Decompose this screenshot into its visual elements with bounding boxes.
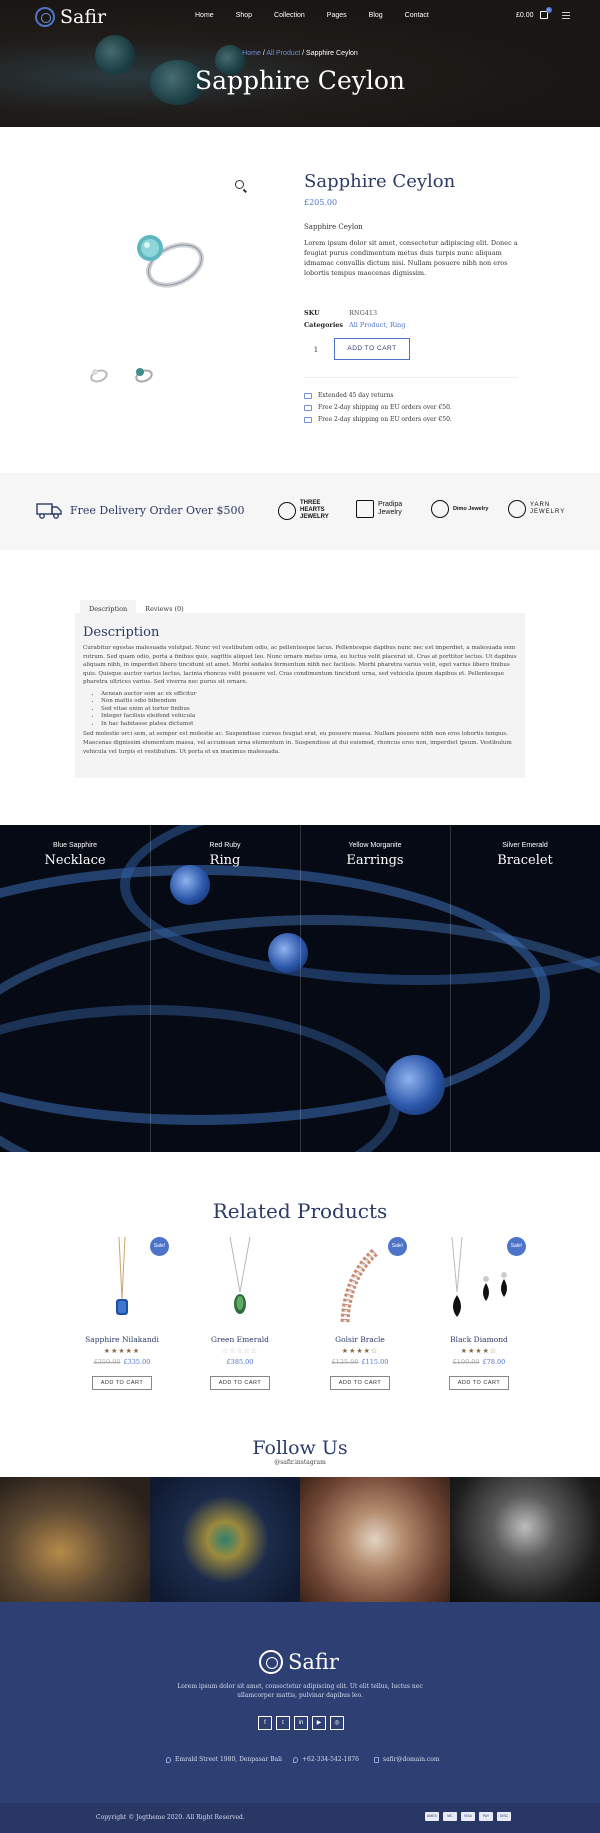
calendar-icon <box>304 405 312 411</box>
twitter-icon[interactable]: t <box>276 1716 290 1730</box>
nav-shop[interactable]: Shop <box>235 12 253 19</box>
site-logo[interactable] <box>35 6 106 28</box>
brand-logo-icon <box>356 500 374 518</box>
nav-collection[interactable]: Collection <box>274 12 305 19</box>
visa-icon: VISA <box>461 1812 475 1821</box>
list-item: • Integer facilisis eleifend vehicula <box>101 713 517 721</box>
related-title: Related Products <box>212 1199 388 1223</box>
add-to-cart-button[interactable]: ADD TO CART <box>449 1376 509 1390</box>
menu-icon[interactable] <box>562 12 570 19</box>
product-categories: Categories All Product, Ring <box>304 321 406 329</box>
sale-badge: Sale! <box>150 1237 169 1256</box>
product-card[interactable] <box>305 1237 415 1390</box>
footer-phone[interactable]: +62-334-542-1876 <box>293 1756 359 1763</box>
product-subtitle: Sapphire Ceylon <box>304 223 363 231</box>
instagram-icon[interactable]: ◎ <box>330 1716 344 1730</box>
brand-logo-icon <box>508 500 526 518</box>
mastercard-icon: MC <box>443 1812 457 1821</box>
main-nav <box>195 12 429 19</box>
product-price: £100.00 £78.00 <box>452 1358 506 1366</box>
rating-stars: ★★★★☆ <box>460 1347 498 1355</box>
footer-address: Emrald Street 1980, Denpasar Bali <box>166 1756 282 1763</box>
rating-stars: ★★★★☆ <box>341 1347 379 1355</box>
product-price: £205.00 <box>304 198 338 207</box>
crystal-bead <box>170 865 210 905</box>
product-name[interactable]: Black Diamond <box>450 1335 508 1344</box>
brand-dimo[interactable]: Dimo Jewelry <box>431 500 488 518</box>
tab-paragraph: Sed molestie orci sem, at semper est molestie ac. Suspendisse cursus feugiat erat, eu posuere massa. Nullam posuere nibh non eros lobortis tempus. Maecenas dignissim elementum massa, vel accumsan urna elementum in. Suspendisse at dui euismod, rhoncus eros non, imperdiet ipsum. Vestibulum vehicula vel turpis et vestibulum. Ut porta et ex maximus malesuada. <box>83 731 512 755</box>
tab-reviews[interactable]: Reviews (0) <box>145 605 184 613</box>
collection-ring[interactable]: Red Ruby Ring <box>209 842 241 868</box>
list-item: • Sed vitae enim at tortor finibus <box>101 706 517 714</box>
location-icon <box>166 1757 171 1763</box>
footer-description: Lorem ipsum dolor sit amet, consectetur adipiscing elit. Ut elit tellus, luctus nec ullamcorper mattis, pulvinar dapibus leo. <box>177 1683 423 1699</box>
social-links <box>258 1716 344 1730</box>
payment-methods <box>425 1812 511 1821</box>
tab-paragraph: Curabitur egestas malesuada volutpat. Nunc vel vestibulum odio, ac pellentesque lacus. Pellentesque dapibus nunc nec est imperdiet, a malesuada sem rutrum. Sed quam odio, porta a finibus quis, sagittis aliquet leo. Nunc ornare metus urna, eu luctus velit placerat ut. Cras at porttitor lectus. Ut dapibus aliquam nibh, in imperdiet libero tincidunt sit amet. Morbi sodales fermentum nibh nec facilisis. Morbi pharetra varius velit, eget varius libero finibus quis. Quisque auctor varius lectus, lacinia rhoncus velit posuere vel. Cras condimentum tincidunt urna, sed vehicula ipsum dapibus et. Pellentesque pharetra ultrices varius. Sed viverra nec purus sit ornare. <box>83 645 517 686</box>
product-name[interactable]: Golsir Bracle <box>335 1335 385 1344</box>
footer-bottom-bar <box>0 1803 600 1833</box>
product-thumbnail[interactable] <box>132 363 154 385</box>
nav-pages[interactable]: Pages <box>326 12 347 19</box>
applepay-icon: PAY <box>479 1812 493 1821</box>
collection-earrings[interactable]: Yellow Morganite Earrings <box>346 842 404 868</box>
tab-panel <box>75 613 525 778</box>
perk-shipping: Free 2-day shipping on EU orders over €50. <box>304 404 452 411</box>
mail-icon <box>374 1757 379 1763</box>
discover-icon: DISC <box>497 1812 511 1821</box>
nav-home[interactable]: Home <box>195 12 214 19</box>
instagram-photo[interactable] <box>0 1477 150 1602</box>
brands-strip <box>0 473 600 550</box>
sale-badge: Sale! <box>507 1237 526 1256</box>
youtube-icon[interactable]: ▶ <box>312 1716 326 1730</box>
logo-text: Safir <box>60 6 107 28</box>
logo-icon <box>35 7 55 27</box>
cart-widget[interactable] <box>516 7 570 19</box>
add-to-cart-button[interactable]: ADD TO CART <box>92 1376 152 1390</box>
add-to-cart-button[interactable]: ADD TO CART <box>210 1376 270 1390</box>
instagram-handle[interactable]: @safir.instagram <box>274 1459 326 1466</box>
breadcrumb-category[interactable]: All Product <box>266 50 301 57</box>
cart-count: 0 <box>547 7 550 12</box>
facebook-icon[interactable]: f <box>258 1716 272 1730</box>
instagram-photo[interactable] <box>150 1477 300 1602</box>
rating-stars: ☆☆☆☆☆ <box>221 1347 259 1355</box>
list-item: • Aenean auctor sem ac ex efficitur <box>101 691 517 699</box>
logo-icon <box>259 1650 283 1674</box>
product-image[interactable] <box>185 1237 295 1327</box>
phone-icon <box>293 1757 298 1763</box>
product-card[interactable] <box>424 1237 534 1390</box>
brand-three-hearts[interactable]: THREE HEARTS JEWELRY <box>278 500 329 521</box>
product-title: Sapphire Ceylon <box>304 171 456 192</box>
rating-stars: ★★★★★ <box>103 1347 141 1355</box>
breadcrumb-home[interactable]: Home <box>242 50 261 57</box>
amex-icon: AMEX <box>425 1812 439 1821</box>
perk-returns: Extended 45 day returns <box>304 392 394 399</box>
free-delivery-banner: Free Delivery Order Over $500 <box>36 502 245 519</box>
tab-heading: Description <box>83 625 160 640</box>
collection-bracelet[interactable]: Silver Emerald Bracelet <box>497 842 553 868</box>
brand-yarn[interactable]: YARN JEWELRY <box>508 500 565 518</box>
brand-logo-icon <box>431 500 449 518</box>
truck-icon <box>36 502 62 519</box>
product-price: £125.00 £115.00 <box>331 1358 389 1366</box>
product-name[interactable]: Sapphire Nilakandi <box>85 1335 159 1344</box>
product-price: £385.00 <box>226 1358 254 1366</box>
site-footer <box>0 1602 600 1833</box>
return-icon <box>304 393 312 399</box>
divider <box>304 377 518 378</box>
tab-description[interactable]: Description <box>80 600 136 618</box>
footer-logo[interactable]: Safir <box>259 1650 339 1674</box>
instagram-photo[interactable] <box>450 1477 600 1602</box>
linkedin-icon[interactable]: in <box>294 1716 308 1730</box>
sale-badge: Sale! <box>388 1237 407 1256</box>
crystal-bead <box>268 933 308 973</box>
product-card[interactable] <box>185 1237 295 1390</box>
add-to-cart-button[interactable]: ADD TO CART <box>334 338 410 360</box>
nav-contact[interactable]: Contact <box>404 12 429 19</box>
breadcrumb: Home / All Product / Sapphire Ceylon <box>242 50 358 57</box>
breadcrumb-current: Sapphire Ceylon <box>306 50 358 57</box>
follow-title: Follow Us <box>252 1437 348 1459</box>
calendar-icon <box>304 417 312 423</box>
product-card[interactable] <box>67 1237 177 1390</box>
copyright: Copyright © Jegtheme 2020. All Right Reserved. <box>96 1814 245 1821</box>
product-sku: SKU RNG413 <box>304 309 378 317</box>
perk-shipping: Free 2-day shipping on EU orders over €50. <box>304 416 452 423</box>
collection-banner <box>0 825 600 1152</box>
product-main-image[interactable] <box>120 220 210 300</box>
zoom-icon[interactable] <box>235 180 244 189</box>
add-to-cart-button[interactable]: ADD TO CART <box>330 1376 390 1390</box>
product-name[interactable]: Green Emerald <box>211 1335 269 1344</box>
product-price: £350.00 £335.00 <box>93 1358 151 1366</box>
footer-email[interactable]: safir@domain.com <box>374 1756 440 1763</box>
collection-necklace[interactable]: Blue Sapphire Necklace <box>44 842 106 868</box>
nav-blog[interactable]: Blog <box>368 12 383 19</box>
crystal-bead <box>385 1055 445 1115</box>
bag-icon[interactable] <box>540 7 550 19</box>
brand-logo-icon <box>278 502 296 520</box>
page-title: Sapphire Ceylon <box>194 66 406 95</box>
list-item: • In hac habitasse platea dictumst <box>101 721 517 729</box>
list-item: • Non mattis odio bibendum <box>101 698 517 706</box>
brand-pradipa[interactable]: Pradipa Jewelry <box>356 500 402 518</box>
cart-total: £0.00 <box>516 11 534 19</box>
product-description: Lorem ipsum dolor sit amet, consectetur adipiscing elit. Donec a feugiat purus condimentum metus duis turpis nunc aliquam idmamac convallis dictum nisi. Nullam posuere nibh non eros lobortis tempus maecenas dignissim. <box>304 239 518 277</box>
product-thumbnail[interactable] <box>87 363 109 385</box>
hero-banner <box>0 0 600 127</box>
quantity-input[interactable]: 1 <box>313 346 319 354</box>
tab-list <box>101 691 517 729</box>
instagram-photo[interactable] <box>300 1477 450 1602</box>
